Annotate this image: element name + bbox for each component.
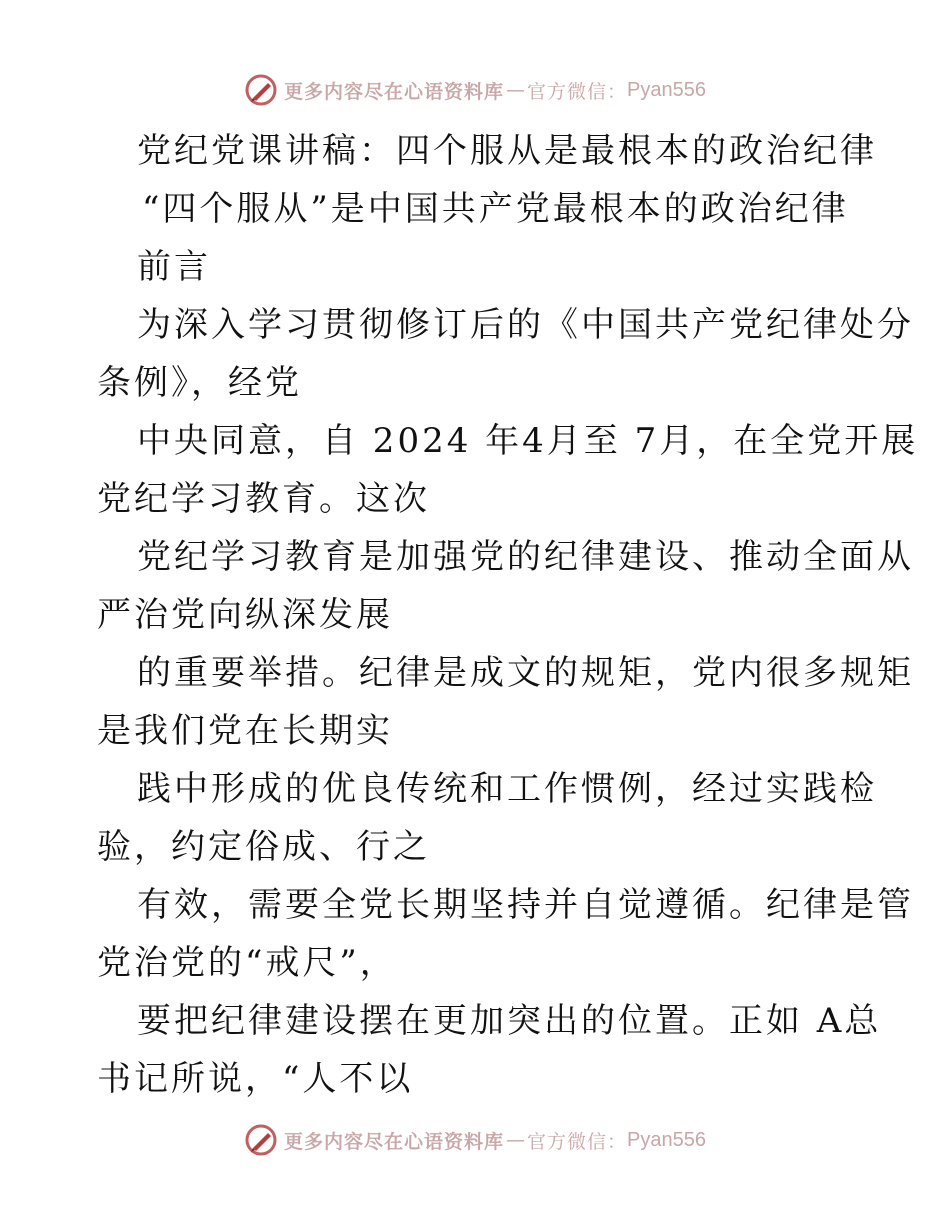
doc-line: 为深入学习贯彻修订后的《中国共产党纪律处分 bbox=[137, 305, 914, 345]
doc-line: 党纪学习教育。这次 bbox=[97, 479, 430, 519]
pen-logo-icon bbox=[244, 1123, 278, 1157]
banner-brand-text: 更多内容尽在心语资料库 bbox=[284, 80, 505, 103]
banner-wechat-label: 官方微信： bbox=[527, 80, 628, 103]
banner-wechat-label: 官方微信： bbox=[527, 1130, 628, 1153]
doc-line: 验，约定俗成、行之 bbox=[97, 827, 430, 867]
banner-wechat-id: Pyan556 bbox=[627, 78, 706, 101]
pen-logo-icon bbox=[244, 73, 278, 107]
document-body bbox=[97, 122, 919, 1108]
doc-line: 严治党向纵深发展 bbox=[97, 595, 393, 635]
footer-watermark-banner bbox=[0, 1120, 950, 1160]
doc-line: 要把纪律建设摆在更加突出的位置。正如 A总 bbox=[137, 1001, 882, 1041]
doc-line: 的重要举措。纪律是成文的规矩，党内很多规矩 bbox=[137, 653, 914, 693]
doc-title: 党纪党课讲稿：四个服从是最根本的政治纪律 bbox=[137, 131, 877, 171]
doc-section-heading: 前言 bbox=[137, 247, 211, 287]
doc-line: 书记所说，“人不以 bbox=[97, 1059, 414, 1099]
doc-line: 中央同意，自 2024 年4月至 7月，在全党开展 bbox=[137, 421, 919, 461]
doc-line: 有效，需要全党长期坚持并自觉遵循。纪律是管 bbox=[137, 885, 914, 925]
banner-brand-text: 更多内容尽在心语资料库 bbox=[284, 1130, 505, 1153]
doc-subtitle: “四个服从”是中国共产党最根本的政治纪律 bbox=[142, 189, 849, 229]
header-watermark-banner bbox=[0, 70, 950, 110]
doc-line: 条例》，经党 bbox=[97, 363, 302, 403]
banner-dash: — bbox=[506, 1129, 526, 1151]
doc-line: 党治党的“戒尺”， bbox=[97, 943, 397, 983]
doc-line: 党纪学习教育是加强党的纪律建设、推动全面从 bbox=[137, 537, 914, 577]
doc-line: 是我们党在长期实 bbox=[97, 711, 393, 751]
banner-wechat-id: Pyan556 bbox=[627, 1128, 706, 1151]
banner-dash: — bbox=[506, 79, 526, 101]
doc-line: 践中形成的优良传统和工作惯例，经过实践检 bbox=[137, 769, 877, 809]
